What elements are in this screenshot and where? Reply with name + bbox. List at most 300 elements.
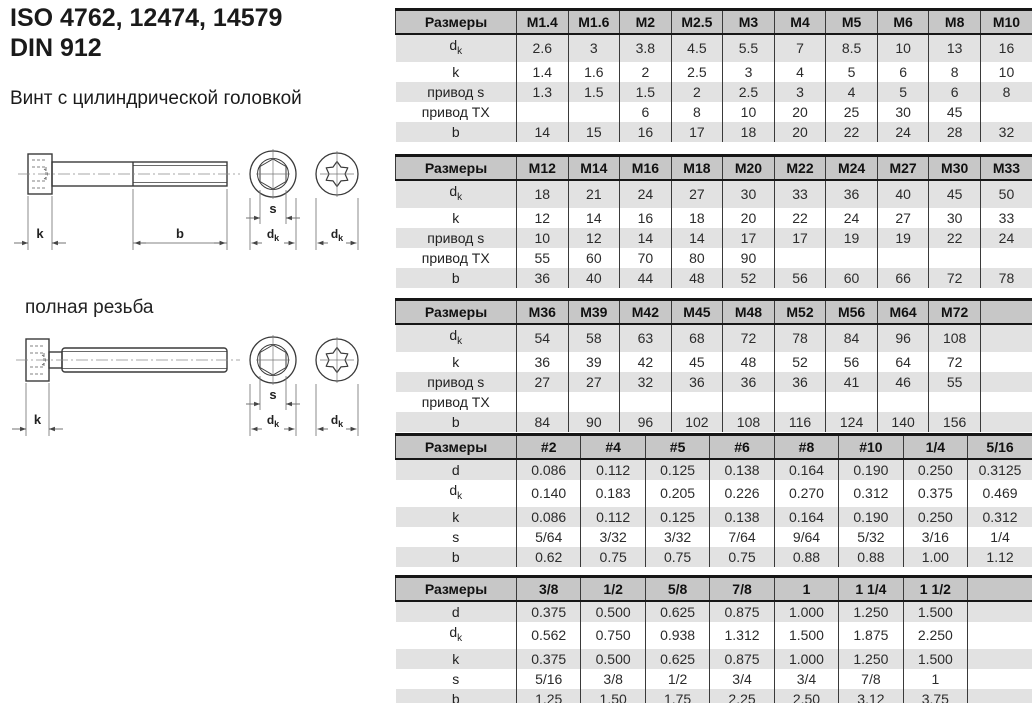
b-dimension (133, 189, 227, 250)
table-row (396, 412, 1033, 432)
k-dimension (12, 383, 63, 436)
cell: 20 (774, 102, 826, 122)
table-row (396, 324, 1033, 352)
cell: 16 (980, 34, 1032, 62)
column-header: 3/8 (517, 577, 581, 602)
cell: 5 (826, 62, 878, 82)
cell: 40 (877, 180, 929, 208)
cell: 2 (671, 82, 723, 102)
cell: 6 (877, 62, 929, 82)
page-subtitle: Винт с цилиндрической головкой (10, 88, 302, 109)
table-row (396, 268, 1033, 288)
s-dim-label: s (269, 201, 277, 216)
cell: 14 (671, 228, 723, 248)
screw-drawing-full-thread (8, 328, 380, 446)
k-dim-label: k (36, 226, 44, 241)
column-header: M22 (774, 156, 826, 181)
cell: 12 (568, 228, 620, 248)
column-header: M1.4 (517, 10, 569, 35)
column-header: M1.6 (568, 10, 620, 35)
cell: 2.250 (903, 622, 967, 649)
column-header: 7/8 (710, 577, 774, 602)
cell: 8 (980, 82, 1032, 102)
cell: 84 (517, 412, 569, 432)
cell: 5/32 (839, 527, 903, 547)
cell: 78 (980, 268, 1032, 288)
cell: 36 (517, 352, 569, 372)
cell: 41 (826, 372, 878, 392)
cell: 44 (620, 268, 672, 288)
cell: 3.8 (620, 34, 672, 62)
cell: 2.25 (710, 689, 774, 703)
cell (826, 392, 878, 412)
column-header (980, 300, 1032, 325)
cell: 32 (620, 372, 672, 392)
column-header: M12 (517, 156, 569, 181)
cell (968, 669, 1032, 689)
cell: 63 (620, 324, 672, 352)
table-row (396, 689, 1033, 703)
cell: 8.5 (826, 34, 878, 62)
cell: 66 (877, 268, 929, 288)
cell: 72 (723, 324, 775, 352)
table-row (396, 507, 1033, 527)
column-header: M64 (877, 300, 929, 325)
cell: 0.183 (581, 480, 645, 507)
cell: 1.25 (517, 689, 581, 703)
cell: 17 (774, 228, 826, 248)
cell: 72 (929, 268, 981, 288)
cell: 0.140 (517, 480, 581, 507)
cell: 2.5 (723, 82, 775, 102)
cell: 24 (877, 122, 929, 142)
cell: 2.6 (517, 34, 569, 62)
row-label: привод TX (421, 393, 490, 410)
cell: 72 (929, 352, 981, 372)
cell: 22 (774, 208, 826, 228)
dk-dim-label: $d_k$ (330, 227, 344, 243)
cell (968, 601, 1032, 622)
cell: 68 (671, 324, 723, 352)
column-header: M48 (723, 300, 775, 325)
cell: 0.312 (968, 507, 1032, 527)
cell: 5/64 (517, 527, 581, 547)
cell: 20 (774, 122, 826, 142)
cell: 60 (826, 268, 878, 288)
cell: 13 (929, 34, 981, 62)
cell: 22 (929, 228, 981, 248)
column-header: M3 (723, 10, 775, 35)
cell: 140 (877, 412, 929, 432)
cell: 42 (620, 352, 672, 372)
cell: 10 (517, 228, 569, 248)
cell: 7/8 (839, 669, 903, 689)
cell: 21 (568, 180, 620, 208)
cell: 18 (671, 208, 723, 228)
cell: 1.250 (839, 601, 903, 622)
cell: 0.086 (517, 507, 581, 527)
cell: 108 (929, 324, 981, 352)
cell: 1.4 (517, 62, 569, 82)
cell (517, 392, 569, 412)
screw-drawing-partial-thread (8, 146, 380, 260)
cell: 27 (671, 180, 723, 208)
cell: 64 (877, 352, 929, 372)
table-row (396, 228, 1033, 248)
cell: 0.112 (581, 459, 645, 480)
cell (671, 392, 723, 412)
row-header-label: Размеры (396, 156, 517, 181)
cell: 3 (568, 34, 620, 62)
cell: 52 (774, 352, 826, 372)
cell: 3 (774, 82, 826, 102)
cell: 40 (568, 268, 620, 288)
cell (568, 102, 620, 122)
column-header: 5/8 (645, 577, 709, 602)
torx-end-view (316, 337, 358, 383)
row-label: b (451, 548, 460, 565)
row-label: k (452, 353, 460, 370)
cell: 2 (620, 62, 672, 82)
cell (568, 392, 620, 412)
table-row (396, 459, 1033, 480)
cell (968, 649, 1032, 669)
column-header: M8 (929, 10, 981, 35)
cell: 30 (929, 208, 981, 228)
cell: 0.62 (517, 547, 581, 567)
column-header: M39 (568, 300, 620, 325)
cell: 1.50 (581, 689, 645, 703)
cell (980, 102, 1032, 122)
hex-socket-end-view (250, 149, 296, 199)
column-header: 1 (774, 577, 838, 602)
cell: 0.88 (839, 547, 903, 567)
cell: 56 (774, 268, 826, 288)
cell: 3/16 (903, 527, 967, 547)
row-label: s (452, 528, 460, 545)
cell: 0.875 (710, 601, 774, 622)
dk-dim-label: $d_k$ (330, 413, 344, 429)
row-label: $d_k$ (449, 482, 463, 502)
cell: 45 (929, 102, 981, 122)
column-header: #5 (645, 435, 709, 460)
cell: 1/2 (645, 669, 709, 689)
cell: 33 (774, 180, 826, 208)
column-header: 1 1/4 (839, 577, 903, 602)
table-row (396, 62, 1033, 82)
cell: 6 (929, 82, 981, 102)
cell: 24 (826, 208, 878, 228)
cell: 25 (826, 102, 878, 122)
column-header: M4 (774, 10, 826, 35)
cell: 5/16 (517, 669, 581, 689)
table-row (396, 622, 1033, 649)
row-label: $d_k$ (449, 327, 463, 347)
row-label: b (451, 123, 460, 140)
cell: 0.375 (517, 601, 581, 622)
column-header: M27 (877, 156, 929, 181)
column-header: 5/16 (968, 435, 1032, 460)
cell: 3/8 (581, 669, 645, 689)
cell: 46 (877, 372, 929, 392)
cell: 0.250 (903, 459, 967, 480)
row-label: k (452, 63, 460, 80)
cell: 1.500 (903, 601, 967, 622)
cell: 78 (774, 324, 826, 352)
cell (620, 392, 672, 412)
cell: 19 (877, 228, 929, 248)
column-header: M2.5 (671, 10, 723, 35)
cell: 24 (980, 228, 1032, 248)
cell: 45 (929, 180, 981, 208)
cell: 0.226 (710, 480, 774, 507)
cell: 0.88 (774, 547, 838, 567)
b-dim-label: b (176, 226, 184, 241)
cell: 56 (826, 352, 878, 372)
cell: 5.5 (723, 34, 775, 62)
row-label: привод s (427, 83, 485, 100)
spec-table-metric-large (395, 298, 1032, 432)
cell: 0.270 (774, 480, 838, 507)
cell: 24 (620, 180, 672, 208)
cell: 36 (517, 268, 569, 288)
row-label: $d_k$ (449, 624, 463, 644)
cell: 18 (723, 122, 775, 142)
column-header (968, 577, 1032, 602)
cell: 48 (723, 352, 775, 372)
cell: 30 (877, 102, 929, 122)
cell: 27 (568, 372, 620, 392)
cell: 0.75 (581, 547, 645, 567)
cell (980, 372, 1032, 392)
row-label: $d_k$ (449, 37, 463, 57)
column-header: M42 (620, 300, 672, 325)
cell: 3/32 (645, 527, 709, 547)
cell (980, 412, 1032, 432)
row-label: k (452, 650, 460, 667)
cell: 80 (671, 248, 723, 268)
cell: 60 (568, 248, 620, 268)
table-row (396, 392, 1033, 412)
dk-dimension-torx (316, 198, 358, 250)
column-header: M52 (774, 300, 826, 325)
column-header: M2 (620, 10, 672, 35)
table-row (396, 601, 1033, 622)
column-header: M5 (826, 10, 878, 35)
column-header: #10 (839, 435, 903, 460)
cell: 3 (723, 62, 775, 82)
cell: 17 (671, 122, 723, 142)
cell: 1/4 (968, 527, 1032, 547)
cell: 48 (671, 268, 723, 288)
cell (980, 352, 1032, 372)
cell: 0.138 (710, 507, 774, 527)
cell: 4 (826, 82, 878, 102)
torx-end-view (316, 151, 358, 197)
column-header: M30 (929, 156, 981, 181)
spec-table-metric-small (395, 8, 1032, 142)
cell: 32 (980, 122, 1032, 142)
cell: 1.312 (710, 622, 774, 649)
cell: 7 (774, 34, 826, 62)
cell: 0.375 (903, 480, 967, 507)
k-dim-label: k (33, 412, 42, 427)
cell: 0.250 (903, 507, 967, 527)
cell: 3.75 (903, 689, 967, 703)
table-row (396, 527, 1033, 547)
table-row (396, 102, 1033, 122)
table-row (396, 352, 1033, 372)
column-header: M10 (980, 10, 1032, 35)
dk-dim-label: $d_k$ (266, 413, 280, 429)
page-title-din: DIN 912 (10, 34, 102, 62)
cell: 17 (723, 228, 775, 248)
cell: 9/64 (774, 527, 838, 547)
cell: 45 (671, 352, 723, 372)
cell: 14 (620, 228, 672, 248)
column-header: 1/2 (581, 577, 645, 602)
table-row (396, 248, 1033, 268)
cell: 0.625 (645, 601, 709, 622)
cell (826, 248, 878, 268)
column-header: M56 (826, 300, 878, 325)
cell: 27 (877, 208, 929, 228)
cell: 12 (517, 208, 569, 228)
cell: 3/4 (710, 669, 774, 689)
cell: 0.190 (839, 459, 903, 480)
cell: 3/4 (774, 669, 838, 689)
cell: 0.625 (645, 649, 709, 669)
cell: 0.138 (710, 459, 774, 480)
cell: 116 (774, 412, 826, 432)
cell: 10 (723, 102, 775, 122)
column-header: M24 (826, 156, 878, 181)
cell: 156 (929, 412, 981, 432)
cell: 0.190 (839, 507, 903, 527)
cell: 1.250 (839, 649, 903, 669)
row-label: d (451, 604, 460, 620)
cell: 39 (568, 352, 620, 372)
column-header: #8 (774, 435, 838, 460)
cell: 3.12 (839, 689, 903, 703)
cell: 0.164 (774, 459, 838, 480)
cell: 14 (517, 122, 569, 142)
cell: 8 (671, 102, 723, 122)
column-header: 1 1/2 (903, 577, 967, 602)
cell: 5 (877, 82, 929, 102)
spec-table-imperial-large (395, 575, 1032, 703)
cell: 36 (671, 372, 723, 392)
table-row (396, 372, 1033, 392)
cell: 8 (929, 62, 981, 82)
row-label: b (451, 690, 460, 703)
cell (980, 392, 1032, 412)
cell: 102 (671, 412, 723, 432)
cell: 15 (568, 122, 620, 142)
cell: 0.3125 (968, 459, 1032, 480)
cell: 7/64 (710, 527, 774, 547)
full-thread-label: полная резьба (25, 297, 154, 318)
cell: 84 (826, 324, 878, 352)
cell: 0.500 (581, 601, 645, 622)
cell: 6 (620, 102, 672, 122)
column-header: M33 (980, 156, 1032, 181)
cell: 33 (980, 208, 1032, 228)
cell (723, 392, 775, 412)
cell: 55 (929, 372, 981, 392)
column-header: M72 (929, 300, 981, 325)
row-label: d (451, 462, 460, 478)
cell: 0.375 (517, 649, 581, 669)
dk-dimension-torx (316, 384, 358, 436)
cell (980, 324, 1032, 352)
s-dim-label: s (269, 387, 277, 402)
column-header: M45 (671, 300, 723, 325)
table-row (396, 82, 1033, 102)
page-title-iso: ISO 4762, 12474, 14579 (10, 4, 283, 32)
cell: 16 (620, 122, 672, 142)
table-row (396, 180, 1033, 208)
cell: 0.75 (710, 547, 774, 567)
cell: 20 (723, 208, 775, 228)
cell: 1.3 (517, 82, 569, 102)
cell: 1.000 (774, 601, 838, 622)
cell: 0.125 (645, 459, 709, 480)
cell: 1.500 (774, 622, 838, 649)
cell: 19 (826, 228, 878, 248)
cell: 4 (774, 62, 826, 82)
cell: 1.5 (568, 82, 620, 102)
cell: 1.875 (839, 622, 903, 649)
hex-socket-end-view (250, 335, 296, 385)
row-label: s (452, 670, 460, 687)
cell: 0.750 (581, 622, 645, 649)
column-header: M18 (671, 156, 723, 181)
cell: 28 (929, 122, 981, 142)
table-row (396, 208, 1033, 228)
cell: 1.5 (620, 82, 672, 102)
cell: 1 (903, 669, 967, 689)
cell: 0.312 (839, 480, 903, 507)
cell: 55 (517, 248, 569, 268)
cell (980, 248, 1032, 268)
cell (774, 248, 826, 268)
cell: 58 (568, 324, 620, 352)
cell: 0.500 (581, 649, 645, 669)
cell: 1.00 (903, 547, 967, 567)
row-label: привод TX (421, 249, 490, 266)
row-label: k (452, 508, 460, 525)
cell (877, 248, 929, 268)
cell: 2.5 (671, 62, 723, 82)
cell: 16 (620, 208, 672, 228)
row-label: привод s (427, 373, 485, 390)
cell: 1.000 (774, 649, 838, 669)
cell: 27 (517, 372, 569, 392)
cell: 52 (723, 268, 775, 288)
cell: 36 (723, 372, 775, 392)
cell (968, 689, 1032, 703)
cell: 36 (826, 180, 878, 208)
cell: 22 (826, 122, 878, 142)
table-row (396, 649, 1033, 669)
column-header: M36 (517, 300, 569, 325)
dk-dim-label: $d_k$ (266, 227, 280, 243)
row-label: b (451, 269, 460, 286)
column-header: M16 (620, 156, 672, 181)
column-header: #2 (517, 435, 581, 460)
cell: 0.164 (774, 507, 838, 527)
